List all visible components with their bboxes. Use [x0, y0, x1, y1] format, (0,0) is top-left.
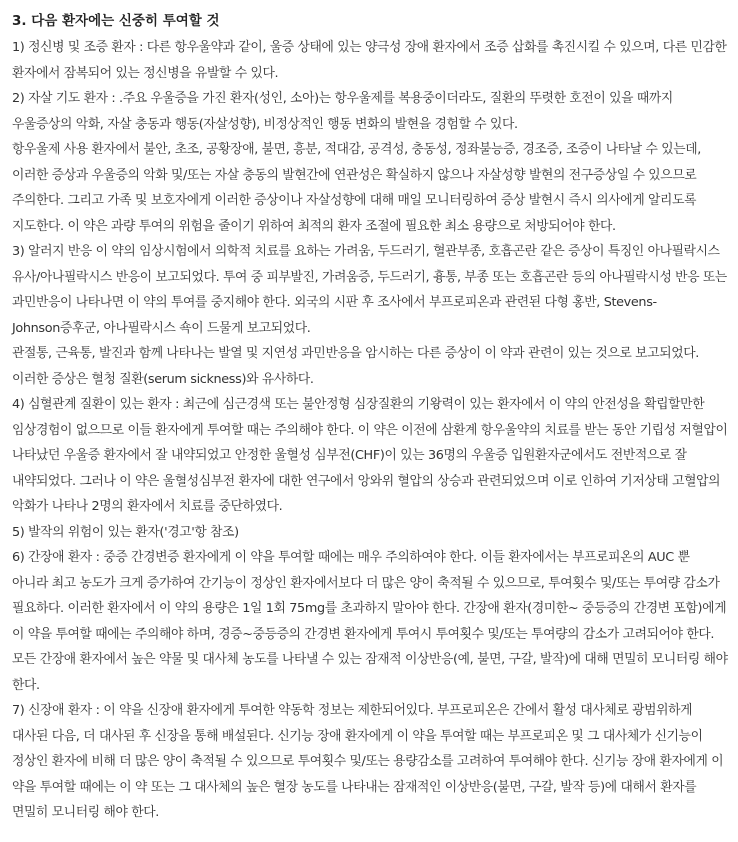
- paragraph-serum-sickness: 관절통, 근육통, 발진과 함께 나타나는 발열 및 지연성 과민반응을 암시하는 다른 증상이 이 약과 관련이 있는 것으로 보고되었다. 이러한 증상은 혈청 질환(serum sickness)와 유사하다.: [12, 346, 699, 387]
- paragraph-renal-impairment: 7) 신장애 환자 : 이 약을 신장애 환자에게 투여한 약동학 정보는 제한되어있다. 부프로피온은 간에서 활성 대사체로 광범위하게 대사된 다음, 더 대사된 후 신장을 통해 배설된다. 신기능 장애 환자에게 이 약을 투여할 때는 부프로피온 및 그 대사체가 신기능이 정상인 환자에 비해 더 많은 양이 축적될 수 있으므로 투여횟수 및/또는 용량감소를 고려하여 투여해야 한다. 신기능 장애 환자에게 이 약을 투여할 때에는 이 약 또는 그 대사체의 높은 혈장 농도를 나타내는 잠재적인 이상반응(불면, 구갈, 발작 등)에 대해서 환자를 면밀히 모니터링 해야 한다.: [12, 703, 724, 820]
- paragraph-antidepressant-symptoms: 항우울제 사용 환자에서 불안, 초조, 공황장애, 불면, 흥분, 적대감, 공격성, 충동성, 정좌불능증, 경조증, 조증이 나타날 수 있는데, 이러한 증상과 우울증의 악화 및/또는 자살 충동의 발현간에 연관성은 확실하지 않으나 자살성향 발현의 전구증상일 수 있으므로 주의한다. 그리고 가족 및 보호자에게 이러한 증상이나 자살성향에 대해 매일 모니터링하여 증상 발현시 즉시 의사에게 알리도록 지도한다. 이 약은 과량 투여의 위험을 줄이기 위하여 최적의 환자 조절에 필요한 최소 용량으로 처방되어야 한다.: [12, 142, 701, 234]
- paragraph-hepatic-impairment: 6) 간장애 환자 : 중증 간경변증 환자에게 이 약을 투여할 때에는 매우 주의하여야 한다. 이들 환자에서는 부프로피온의 AUC 뿐 아니라 최고 농도가 크게 증가하여 간기능이 정상인 환자에서보다 더 많은 양이 축적될 수 있으므로, 투여횟수 및/또는 투여량 감소가 필요하다. 이러한 환자에서 이 약의 용량은 1일 1회 75mg를 초과하지 말아야 한다. 간장애 환자(경미한~ 중등증의 간경변 포함)에게 이 약을 투여할 때에는 주의해야 하며, 경증~중등증의 간경변 환자에게 투여시 투여횟수 및/또는 투여량의 감소가 고려되어야 한다. 모든 간장애 환자에서 높은 약물 및 대사체 농도를 나타낼 수 있는 잠재적 이상반응(예, 불면, 구갈, 발작)에 대해 면밀히 모니터링 해야 한다.: [12, 550, 728, 693]
- paragraph-allergic-reaction: 3) 알러지 반응 이 약의 임상시험에서 의학적 치료를 요하는 가려움, 두드러기, 혈관부종, 호흡곤란 같은 증상이 특징인 아나필락시스 유사/아나필락시스 반응이 보고되었다. 투여 중 피부발진, 가려움증, 두드러기, 흉통, 부종 또는 호흡곤란 등의 아나필락시성 반응 또는 과민반응이 나타나면 이 약의 투여를 중지해야 한다. 외국의 시판 후 조사에서 부프로피온과 관련된 다형 홍반, Stevens-Johnson증후군, 아나필락시스 쇽이 드물게 보고되었다.: [12, 244, 727, 336]
- paragraph-cardiovascular: 4) 심혈관계 질환이 있는 환자 : 최근에 심근경색 또는 불안정형 심장질환의 기왕력이 있는 환자에서 이 약의 안전성을 확립할만한 임상경험이 없으므로 이들 환자에게 투여할 때는 주의해야 한다. 이 약은 이전에 삼환계 항우울약의 치료를 받는 동안 기립성 저혈압이 나타났던 우울증 환자에서 잘 내약되었고 안정한 울혈성 심부전(CHF)이 있는 36명의 우울증 입원환자군에서도 전반적으로 잘 내약되었다. 그러나 이 약은 울혈성심부전 환자에 대한 연구에서 앙와위 혈압의 상승과 관련되었으며 이로 인하여 기저상태 고혈압의 악화가 나타나 2명의 환자에서 치료를 중단하였다.: [12, 397, 728, 514]
- paragraph-suicide-risk: 2) 자살 기도 환자 : .주요 우울증을 가진 환자(성인, 소아)는 항우울제를 복용중이더라도, 질환의 뚜렷한 호전이 있을 때까지 우울증상의 악화, 자살 충동과 행동(자살성향), 비정상적인 행동 변화의 발현을 경험할 수 있다.: [12, 91, 673, 132]
- section-title: 3. 다음 환자에는 신중히 투여할 것: [12, 13, 220, 29]
- paragraph-psychosis-mania: 1) 정신병 및 조증 환자 : 다른 항우울약과 같이, 울증 상태에 있는 양극성 장애 환자에서 조증 삽화를 촉진시킬 수 있으며, 다른 민감한 환자에서 잠복되어 있는 정신병을 유발할 수 있다.: [12, 40, 727, 81]
- paragraph-seizure-risk: 5) 발작의 위험이 있는 환자('경고'항 참조): [12, 524, 239, 540]
